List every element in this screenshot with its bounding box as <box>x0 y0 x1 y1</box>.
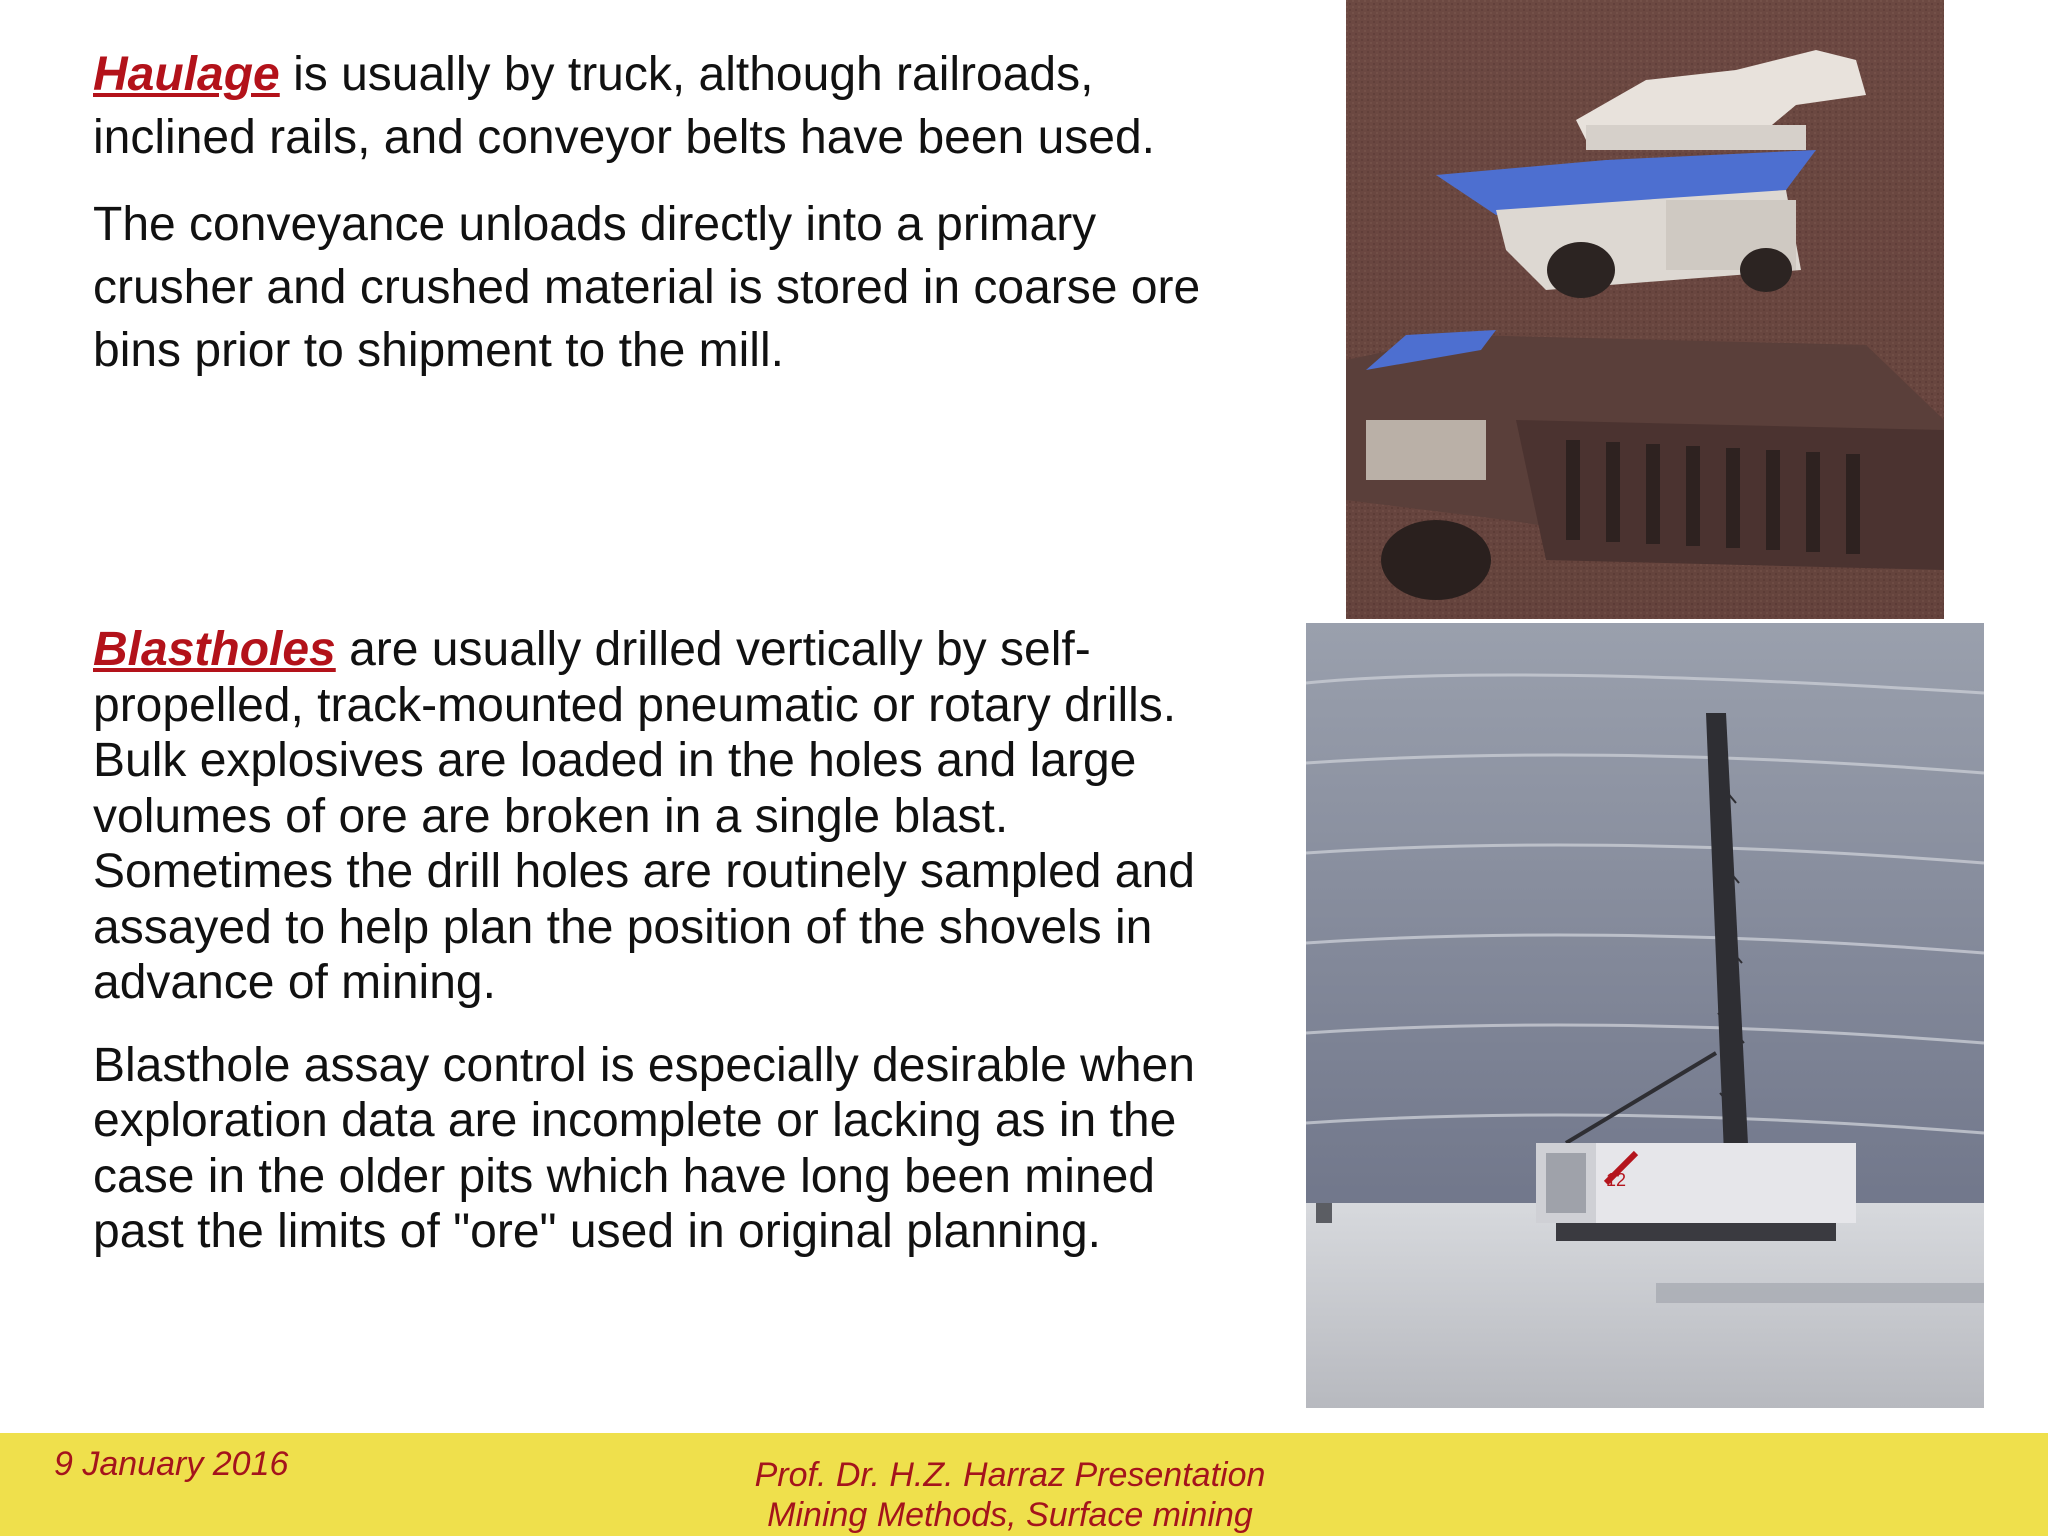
blastholes-section <box>93 622 1243 1260</box>
blastholes-keyword: Blastholes <box>93 623 336 676</box>
haulage-paragraph-2: The conveyance unloads directly into a primary crusher and crushed material is stored in coarse ore bins prior to shipment to the mill. <box>93 198 1201 377</box>
haulage-paragraph-1 <box>93 43 1243 169</box>
footer-credit-line-1: Prof. Dr. H.Z. Harraz Presentation <box>754 1456 1266 1494</box>
footer-date: 9 January 2016 <box>54 1445 289 1483</box>
haul-trucks-photo <box>1346 0 1944 619</box>
haulage-keyword: Haulage <box>93 48 280 101</box>
blasthole-drill-rig-photo <box>1306 623 1984 1408</box>
haulage-section <box>93 43 1243 382</box>
footer-bar <box>0 1433 2048 1536</box>
blastholes-paragraph-2: Blasthole assay control is especially desirable when exploration data are incomplete or lacking as in the case in the older pits which have long been mined past the limits of "ore" used in original planning. <box>93 1038 1195 1258</box>
haulage-paragraph-1-text: is usually by truck, although railroads, inclined rails, and conveyor belts have been used. <box>93 48 1155 164</box>
drill-number: 12 <box>1606 1170 1627 1190</box>
blastholes-paragraph-1 <box>93 622 1243 1011</box>
footer-credit-line-2: Mining Methods, Surface mining <box>767 1496 1253 1534</box>
blastholes-paragraph-1-text: are usually drilled vertically by self-propelled, track-mounted pneumatic or rotary drills. Bulk explosives are loaded in the holes and large volumes of ore are broken in a single blast. Sometimes the drill holes are routinely sampled and assayed to help plan the position of the shovels in advance of mining. <box>93 623 1195 1009</box>
footer-credit <box>660 1455 1360 1535</box>
